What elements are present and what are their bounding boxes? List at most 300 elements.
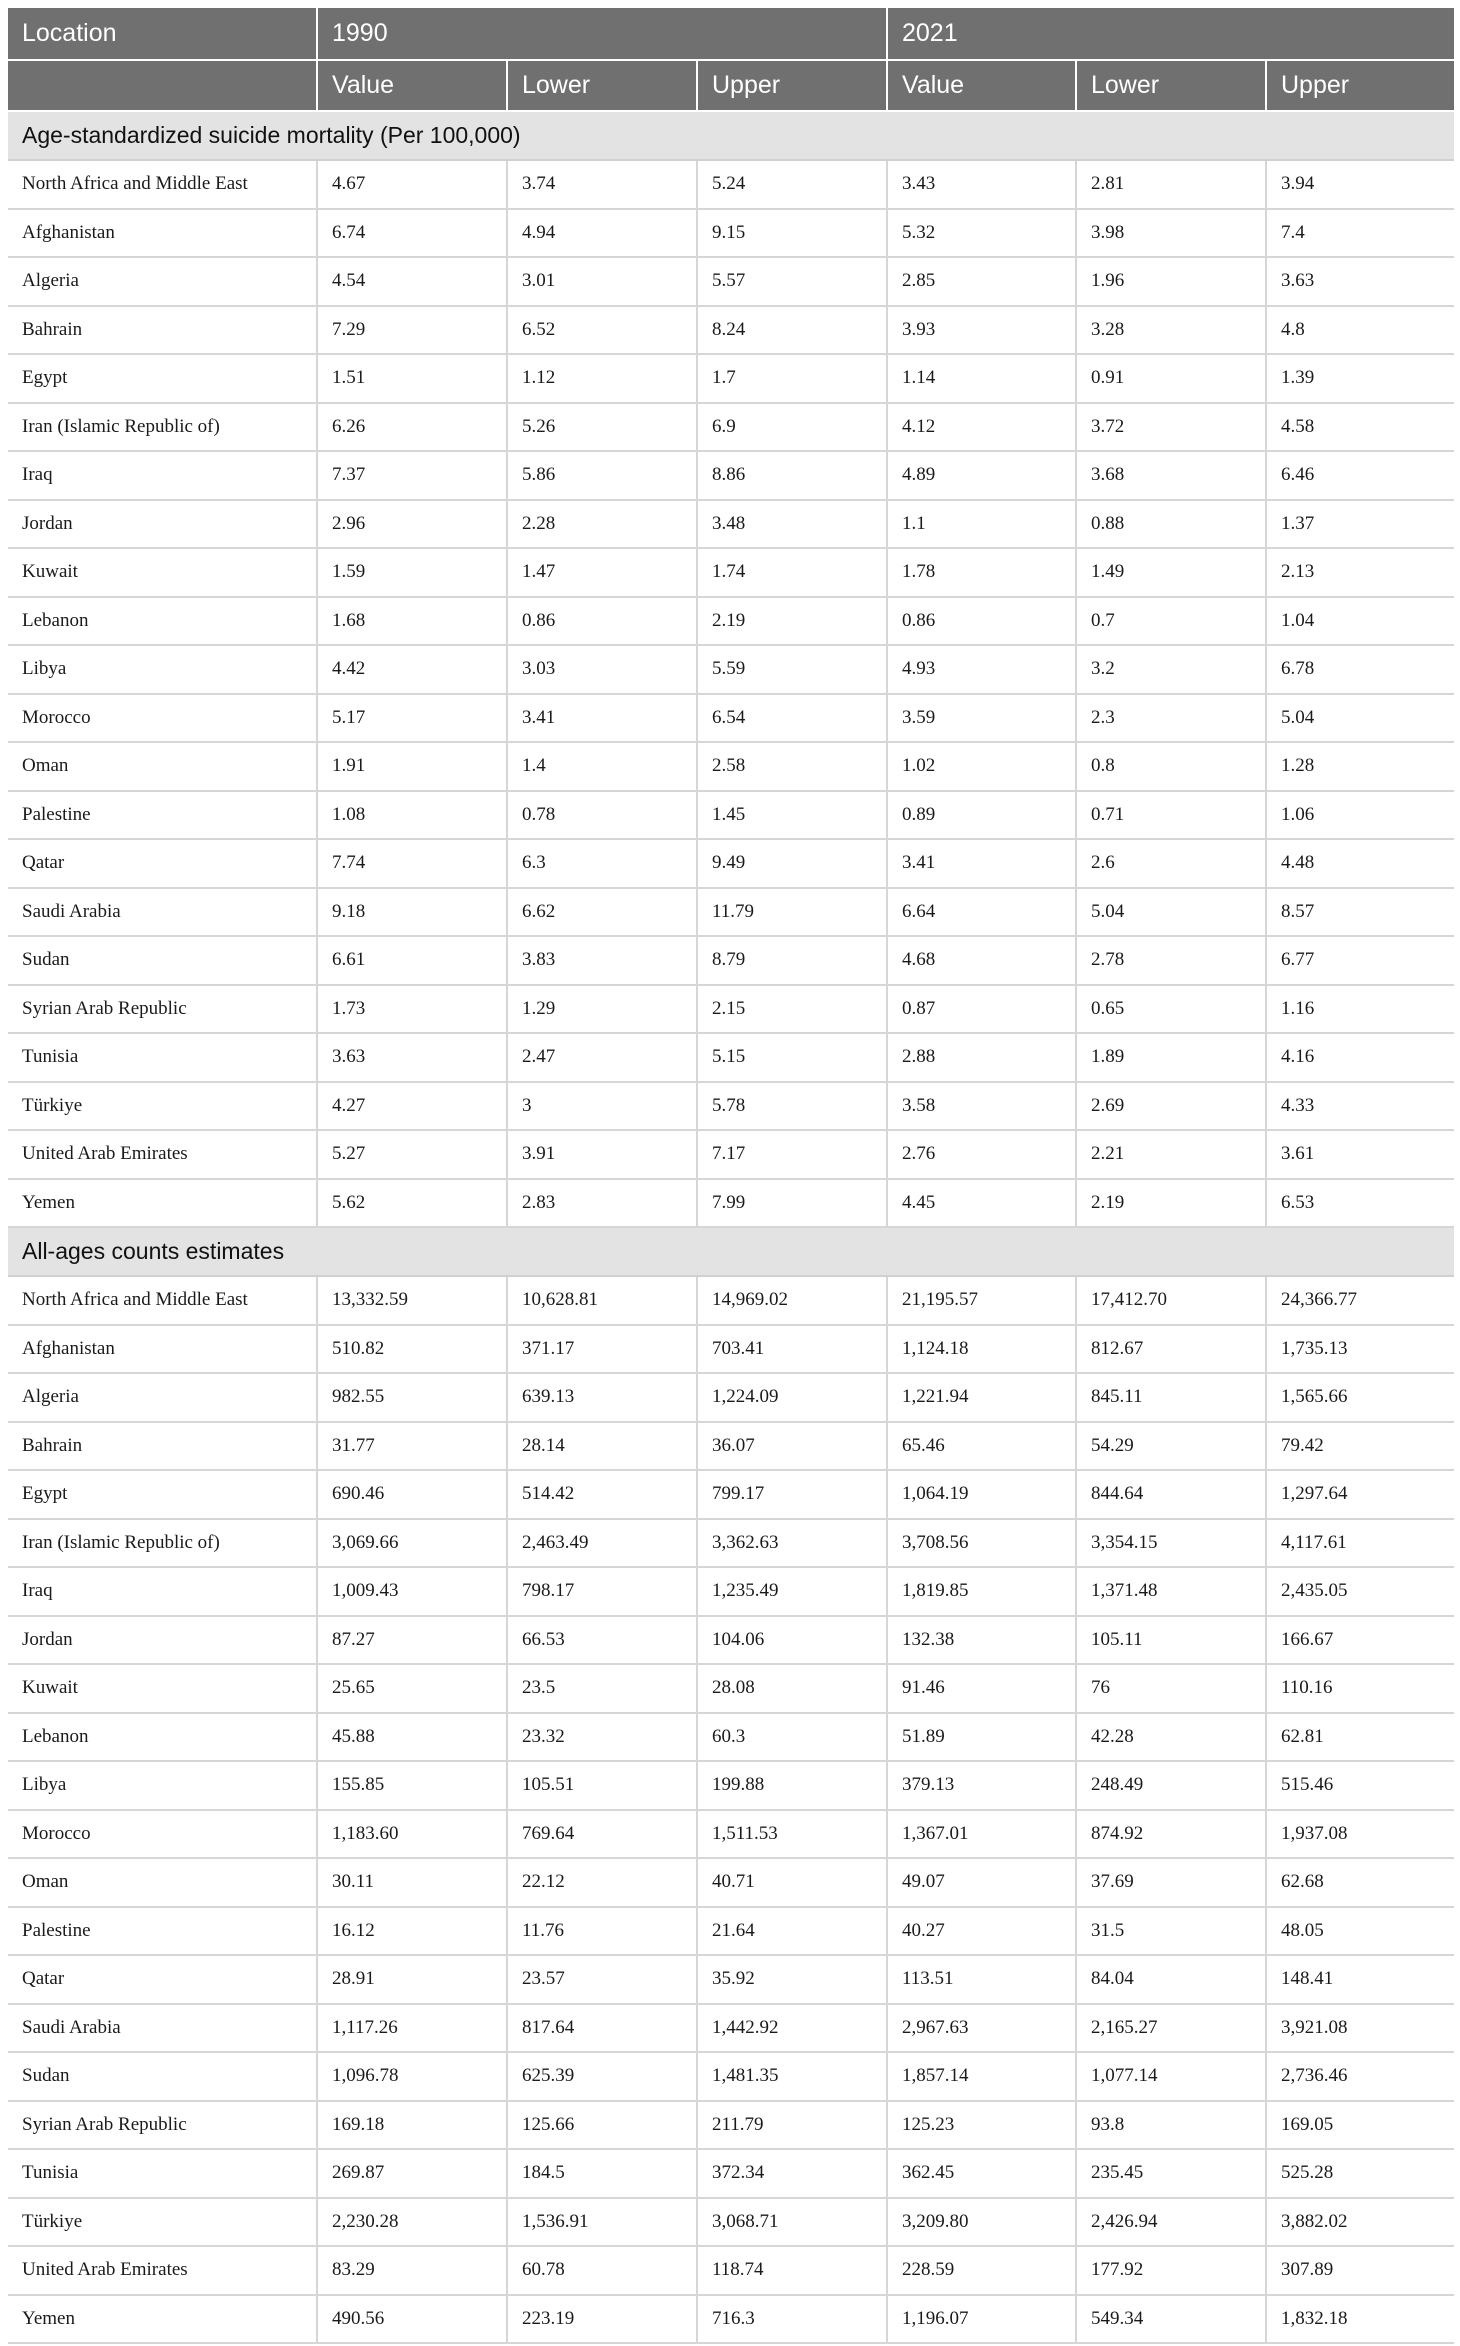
lower-2021-cell: 0.8 — [1076, 742, 1266, 791]
location-cell: Oman — [8, 742, 317, 791]
lower-1990-cell: 11.76 — [507, 1907, 697, 1956]
upper-1990-cell: 60.3 — [697, 1713, 887, 1762]
location-cell: Jordan — [8, 1616, 317, 1665]
upper-1990-cell: 5.15 — [697, 1033, 887, 1082]
table-row — [8, 1955, 1454, 2004]
upper-2021-cell: 1.39 — [1266, 354, 1454, 403]
table-row — [8, 1761, 1454, 1810]
location-cell: Egypt — [8, 354, 317, 403]
value-1990-cell: 2,230.28 — [317, 2198, 507, 2247]
location-cell: Saudi Arabia — [8, 2004, 317, 2053]
table-row — [8, 1713, 1454, 1762]
table-row — [8, 936, 1454, 985]
table-row — [8, 500, 1454, 549]
value-1990-cell: 4.54 — [317, 257, 507, 306]
upper-2021-cell: 6.78 — [1266, 645, 1454, 694]
value-2021-cell: 0.86 — [887, 597, 1076, 646]
table-row — [8, 2052, 1454, 2101]
lower-2021-cell: 844.64 — [1076, 1470, 1266, 1519]
lower-2021-cell: 1.96 — [1076, 257, 1266, 306]
upper-1990-cell: 1,481.35 — [697, 2052, 887, 2101]
location-cell: Afghanistan — [8, 209, 317, 258]
lower-2021-cell: 549.34 — [1076, 2295, 1266, 2344]
lower-1990-cell: 1.12 — [507, 354, 697, 403]
lower-1990-cell: 60.78 — [507, 2246, 697, 2295]
location-cell: Palestine — [8, 791, 317, 840]
header-location-blank — [8, 60, 317, 111]
upper-2021-cell: 4.58 — [1266, 403, 1454, 452]
value-1990-cell: 155.85 — [317, 1761, 507, 1810]
table-row — [8, 1033, 1454, 1082]
upper-2021-cell: 5.04 — [1266, 694, 1454, 743]
lower-2021-cell: 0.88 — [1076, 500, 1266, 549]
table-row — [8, 1470, 1454, 1519]
location-cell: Lebanon — [8, 1713, 317, 1762]
value-2021-cell: 51.89 — [887, 1713, 1076, 1762]
lower-1990-cell: 3.03 — [507, 645, 697, 694]
lower-1990-cell: 5.26 — [507, 403, 697, 452]
location-cell: United Arab Emirates — [8, 2246, 317, 2295]
table-row — [8, 2295, 1454, 2344]
value-2021-cell: 1,367.01 — [887, 1810, 1076, 1859]
upper-1990-cell: 28.08 — [697, 1664, 887, 1713]
location-cell: Kuwait — [8, 1664, 317, 1713]
value-2021-cell: 6.64 — [887, 888, 1076, 937]
location-cell: Türkiye — [8, 1082, 317, 1131]
lower-1990-cell: 2.28 — [507, 500, 697, 549]
table-row — [8, 1810, 1454, 1859]
upper-1990-cell: 36.07 — [697, 1422, 887, 1471]
value-2021-cell: 0.87 — [887, 985, 1076, 1034]
upper-2021-cell: 307.89 — [1266, 2246, 1454, 2295]
location-cell: Lebanon — [8, 597, 317, 646]
location-cell: Algeria — [8, 1373, 317, 1422]
upper-2021-cell: 1,937.08 — [1266, 1810, 1454, 1859]
location-cell: Saudi Arabia — [8, 888, 317, 937]
lower-1990-cell: 3.74 — [507, 160, 697, 209]
location-cell: Bahrain — [8, 1422, 317, 1471]
value-2021-cell: 2.88 — [887, 1033, 1076, 1082]
upper-2021-cell: 1,565.66 — [1266, 1373, 1454, 1422]
section-header-row — [8, 111, 1454, 160]
lower-2021-cell: 3.68 — [1076, 451, 1266, 500]
value-1990-cell: 982.55 — [317, 1373, 507, 1422]
lower-2021-cell: 1,371.48 — [1076, 1567, 1266, 1616]
location-cell: Qatar — [8, 1955, 317, 2004]
upper-1990-cell: 6.9 — [697, 403, 887, 452]
table-row — [8, 2149, 1454, 2198]
lower-1990-cell: 2.83 — [507, 1179, 697, 1228]
value-1990-cell: 1.73 — [317, 985, 507, 1034]
location-cell: Iran (Islamic Republic of) — [8, 403, 317, 452]
upper-1990-cell: 7.99 — [697, 1179, 887, 1228]
value-1990-cell: 6.26 — [317, 403, 507, 452]
upper-2021-cell: 6.46 — [1266, 451, 1454, 500]
value-2021-cell: 362.45 — [887, 2149, 1076, 2198]
upper-2021-cell: 62.68 — [1266, 1858, 1454, 1907]
upper-2021-cell: 4.8 — [1266, 306, 1454, 355]
value-2021-cell: 4.12 — [887, 403, 1076, 452]
lower-1990-cell: 223.19 — [507, 2295, 697, 2344]
location-cell: Iran (Islamic Republic of) — [8, 1519, 317, 1568]
lower-1990-cell: 10,628.81 — [507, 1276, 697, 1325]
value-1990-cell: 31.77 — [317, 1422, 507, 1471]
value-2021-cell: 1.1 — [887, 500, 1076, 549]
value-1990-cell: 4.67 — [317, 160, 507, 209]
lower-2021-cell: 2.69 — [1076, 1082, 1266, 1131]
lower-2021-cell: 1,077.14 — [1076, 2052, 1266, 2101]
lower-1990-cell: 514.42 — [507, 1470, 697, 1519]
lower-2021-cell: 2.81 — [1076, 160, 1266, 209]
value-1990-cell: 25.65 — [317, 1664, 507, 1713]
table-row — [8, 597, 1454, 646]
value-2021-cell: 379.13 — [887, 1761, 1076, 1810]
lower-1990-cell: 5.86 — [507, 451, 697, 500]
value-1990-cell: 1.68 — [317, 597, 507, 646]
lower-2021-cell: 3.28 — [1076, 306, 1266, 355]
lower-1990-cell: 2.47 — [507, 1033, 697, 1082]
value-2021-cell: 21,195.57 — [887, 1276, 1076, 1325]
value-1990-cell: 7.74 — [317, 839, 507, 888]
location-cell: Yemen — [8, 2295, 317, 2344]
upper-2021-cell: 2,435.05 — [1266, 1567, 1454, 1616]
value-1990-cell: 2.96 — [317, 500, 507, 549]
table-row — [8, 1373, 1454, 1422]
value-1990-cell: 690.46 — [317, 1470, 507, 1519]
header-location: Location — [8, 8, 317, 60]
lower-2021-cell: 0.7 — [1076, 597, 1266, 646]
upper-2021-cell: 79.42 — [1266, 1422, 1454, 1471]
table-row — [8, 1422, 1454, 1471]
upper-2021-cell: 3.61 — [1266, 1130, 1454, 1179]
location-cell: North Africa and Middle East — [8, 1276, 317, 1325]
upper-1990-cell: 5.78 — [697, 1082, 887, 1131]
value-2021-cell: 132.38 — [887, 1616, 1076, 1665]
upper-2021-cell: 2,736.46 — [1266, 2052, 1454, 2101]
upper-2021-cell: 3.94 — [1266, 160, 1454, 209]
upper-2021-cell: 148.41 — [1266, 1955, 1454, 2004]
table-row — [8, 985, 1454, 1034]
upper-2021-cell: 8.57 — [1266, 888, 1454, 937]
upper-1990-cell: 1.7 — [697, 354, 887, 403]
location-cell: Morocco — [8, 1810, 317, 1859]
upper-1990-cell: 372.34 — [697, 2149, 887, 2198]
value-2021-cell: 1,064.19 — [887, 1470, 1076, 1519]
location-cell: Tunisia — [8, 1033, 317, 1082]
table-row — [8, 548, 1454, 597]
table-row — [8, 1616, 1454, 1665]
upper-2021-cell: 2.13 — [1266, 548, 1454, 597]
upper-1990-cell: 8.79 — [697, 936, 887, 985]
lower-1990-cell: 3.91 — [507, 1130, 697, 1179]
table-row — [8, 694, 1454, 743]
upper-2021-cell: 3,921.08 — [1266, 2004, 1454, 2053]
table-row — [8, 451, 1454, 500]
lower-2021-cell: 1.89 — [1076, 1033, 1266, 1082]
lower-1990-cell: 1.29 — [507, 985, 697, 1034]
lower-2021-cell: 2,426.94 — [1076, 2198, 1266, 2247]
upper-2021-cell: 4.48 — [1266, 839, 1454, 888]
lower-1990-cell: 639.13 — [507, 1373, 697, 1422]
value-2021-cell: 49.07 — [887, 1858, 1076, 1907]
lower-2021-cell: 0.91 — [1076, 354, 1266, 403]
upper-1990-cell: 21.64 — [697, 1907, 887, 1956]
value-2021-cell: 1.14 — [887, 354, 1076, 403]
lower-2021-cell: 54.29 — [1076, 1422, 1266, 1471]
table-header — [8, 8, 1454, 111]
value-1990-cell: 4.27 — [317, 1082, 507, 1131]
value-1990-cell: 7.37 — [317, 451, 507, 500]
upper-2021-cell: 525.28 — [1266, 2149, 1454, 2198]
lower-1990-cell: 4.94 — [507, 209, 697, 258]
lower-2021-cell: 2.3 — [1076, 694, 1266, 743]
value-1990-cell: 5.17 — [317, 694, 507, 743]
header-2021-upper: Upper — [1266, 60, 1454, 111]
lower-2021-cell: 248.49 — [1076, 1761, 1266, 1810]
location-cell: Yemen — [8, 1179, 317, 1228]
upper-2021-cell: 4.16 — [1266, 1033, 1454, 1082]
upper-1990-cell: 8.86 — [697, 451, 887, 500]
value-1990-cell: 1.08 — [317, 791, 507, 840]
upper-1990-cell: 3,362.63 — [697, 1519, 887, 1568]
lower-1990-cell: 0.86 — [507, 597, 697, 646]
value-2021-cell: 65.46 — [887, 1422, 1076, 1471]
value-1990-cell: 16.12 — [317, 1907, 507, 1956]
value-1990-cell: 3.63 — [317, 1033, 507, 1082]
lower-1990-cell: 2,463.49 — [507, 1519, 697, 1568]
value-2021-cell: 125.23 — [887, 2101, 1076, 2150]
upper-1990-cell: 716.3 — [697, 2295, 887, 2344]
value-1990-cell: 6.74 — [317, 209, 507, 258]
upper-1990-cell: 35.92 — [697, 1955, 887, 2004]
value-1990-cell: 45.88 — [317, 1713, 507, 1762]
value-1990-cell: 30.11 — [317, 1858, 507, 1907]
lower-2021-cell: 31.5 — [1076, 1907, 1266, 1956]
location-cell: Sudan — [8, 2052, 317, 2101]
upper-2021-cell: 6.53 — [1266, 1179, 1454, 1228]
location-cell: Palestine — [8, 1907, 317, 1956]
value-1990-cell: 269.87 — [317, 2149, 507, 2198]
location-cell: Tunisia — [8, 2149, 317, 2198]
table-row — [8, 160, 1454, 209]
table-row — [8, 888, 1454, 937]
table-row — [8, 2198, 1454, 2247]
upper-2021-cell: 1,297.64 — [1266, 1470, 1454, 1519]
upper-2021-cell: 62.81 — [1266, 1713, 1454, 1762]
header-year-1990: 1990 — [317, 8, 887, 60]
lower-1990-cell: 6.62 — [507, 888, 697, 937]
value-1990-cell: 1.51 — [317, 354, 507, 403]
value-2021-cell: 3.58 — [887, 1082, 1076, 1131]
upper-1990-cell: 1,235.49 — [697, 1567, 887, 1616]
value-2021-cell: 4.45 — [887, 1179, 1076, 1228]
lower-1990-cell: 3.83 — [507, 936, 697, 985]
value-2021-cell: 1,196.07 — [887, 2295, 1076, 2344]
value-2021-cell: 4.68 — [887, 936, 1076, 985]
lower-2021-cell: 3.98 — [1076, 209, 1266, 258]
location-cell: Afghanistan — [8, 1325, 317, 1374]
upper-1990-cell: 9.49 — [697, 839, 887, 888]
upper-1990-cell: 11.79 — [697, 888, 887, 937]
header-1990-upper: Upper — [697, 60, 887, 111]
value-2021-cell: 1,819.85 — [887, 1567, 1076, 1616]
lower-2021-cell: 2.21 — [1076, 1130, 1266, 1179]
upper-2021-cell: 1,735.13 — [1266, 1325, 1454, 1374]
location-cell: Morocco — [8, 694, 317, 743]
value-2021-cell: 4.89 — [887, 451, 1076, 500]
value-2021-cell: 2.76 — [887, 1130, 1076, 1179]
lower-1990-cell: 23.32 — [507, 1713, 697, 1762]
upper-1990-cell: 40.71 — [697, 1858, 887, 1907]
upper-2021-cell: 7.4 — [1266, 209, 1454, 258]
value-2021-cell: 5.32 — [887, 209, 1076, 258]
value-1990-cell: 13,332.59 — [317, 1276, 507, 1325]
lower-2021-cell: 3,354.15 — [1076, 1519, 1266, 1568]
lower-2021-cell: 93.8 — [1076, 2101, 1266, 2150]
location-cell: Algeria — [8, 257, 317, 306]
upper-2021-cell: 1,832.18 — [1266, 2295, 1454, 2344]
upper-2021-cell: 4.33 — [1266, 1082, 1454, 1131]
location-cell: Sudan — [8, 936, 317, 985]
value-2021-cell: 1,857.14 — [887, 2052, 1076, 2101]
value-1990-cell: 1,117.26 — [317, 2004, 507, 2053]
value-1990-cell: 5.27 — [317, 1130, 507, 1179]
lower-2021-cell: 177.92 — [1076, 2246, 1266, 2295]
value-1990-cell: 7.29 — [317, 306, 507, 355]
value-1990-cell: 1,009.43 — [317, 1567, 507, 1616]
header-1990-lower: Lower — [507, 60, 697, 111]
lower-2021-cell: 812.67 — [1076, 1325, 1266, 1374]
table-row — [8, 1179, 1454, 1228]
location-cell: Kuwait — [8, 548, 317, 597]
table-row — [8, 1276, 1454, 1325]
location-cell: Syrian Arab Republic — [8, 985, 317, 1034]
value-2021-cell: 3.93 — [887, 306, 1076, 355]
upper-1990-cell: 5.59 — [697, 645, 887, 694]
upper-1990-cell: 2.15 — [697, 985, 887, 1034]
location-cell: Libya — [8, 645, 317, 694]
upper-1990-cell: 3,068.71 — [697, 2198, 887, 2247]
table-row — [8, 1130, 1454, 1179]
upper-1990-cell: 1,442.92 — [697, 2004, 887, 2053]
lower-1990-cell: 23.5 — [507, 1664, 697, 1713]
upper-1990-cell: 5.24 — [697, 160, 887, 209]
lower-2021-cell: 37.69 — [1076, 1858, 1266, 1907]
lower-1990-cell: 184.5 — [507, 2149, 697, 2198]
upper-2021-cell: 169.05 — [1266, 2101, 1454, 2150]
value-1990-cell: 1,183.60 — [317, 1810, 507, 1859]
upper-2021-cell: 24,366.77 — [1266, 1276, 1454, 1325]
value-1990-cell: 1.59 — [317, 548, 507, 597]
table-row — [8, 645, 1454, 694]
lower-2021-cell: 235.45 — [1076, 2149, 1266, 2198]
value-1990-cell: 9.18 — [317, 888, 507, 937]
lower-2021-cell: 17,412.70 — [1076, 1276, 1266, 1325]
value-1990-cell: 169.18 — [317, 2101, 507, 2150]
upper-1990-cell: 8.24 — [697, 306, 887, 355]
location-cell: Iraq — [8, 451, 317, 500]
upper-2021-cell: 1.28 — [1266, 742, 1454, 791]
upper-2021-cell: 1.16 — [1266, 985, 1454, 1034]
upper-1990-cell: 6.54 — [697, 694, 887, 743]
table-row — [8, 1858, 1454, 1907]
table-row — [8, 354, 1454, 403]
lower-1990-cell: 371.17 — [507, 1325, 697, 1374]
upper-2021-cell: 48.05 — [1266, 1907, 1454, 1956]
value-1990-cell: 510.82 — [317, 1325, 507, 1374]
lower-1990-cell: 6.52 — [507, 306, 697, 355]
lower-2021-cell: 0.71 — [1076, 791, 1266, 840]
lower-2021-cell: 845.11 — [1076, 1373, 1266, 1422]
lower-2021-cell: 84.04 — [1076, 1955, 1266, 2004]
value-2021-cell: 3.43 — [887, 160, 1076, 209]
lower-2021-cell: 5.04 — [1076, 888, 1266, 937]
upper-1990-cell: 7.17 — [697, 1130, 887, 1179]
value-2021-cell: 113.51 — [887, 1955, 1076, 2004]
value-2021-cell: 1,221.94 — [887, 1373, 1076, 1422]
table-row — [8, 1664, 1454, 1713]
lower-1990-cell: 66.53 — [507, 1616, 697, 1665]
upper-1990-cell: 1.74 — [697, 548, 887, 597]
lower-2021-cell: 1.49 — [1076, 548, 1266, 597]
upper-2021-cell: 166.67 — [1266, 1616, 1454, 1665]
lower-1990-cell: 1.4 — [507, 742, 697, 791]
lower-1990-cell: 125.66 — [507, 2101, 697, 2150]
upper-1990-cell: 3.48 — [697, 500, 887, 549]
table-row — [8, 839, 1454, 888]
value-2021-cell: 3,209.80 — [887, 2198, 1076, 2247]
upper-1990-cell: 199.88 — [697, 1761, 887, 1810]
value-2021-cell: 2.85 — [887, 257, 1076, 306]
value-1990-cell: 87.27 — [317, 1616, 507, 1665]
upper-1990-cell: 1,511.53 — [697, 1810, 887, 1859]
table-row — [8, 2004, 1454, 2053]
location-cell: Libya — [8, 1761, 317, 1810]
table-row — [8, 1325, 1454, 1374]
table-row — [8, 1082, 1454, 1131]
lower-2021-cell: 2,165.27 — [1076, 2004, 1266, 2053]
value-1990-cell: 4.42 — [317, 645, 507, 694]
location-cell: North Africa and Middle East — [8, 160, 317, 209]
upper-2021-cell: 515.46 — [1266, 1761, 1454, 1810]
upper-2021-cell: 6.77 — [1266, 936, 1454, 985]
value-2021-cell: 3.59 — [887, 694, 1076, 743]
value-2021-cell: 1.78 — [887, 548, 1076, 597]
value-1990-cell: 490.56 — [317, 2295, 507, 2344]
upper-1990-cell: 118.74 — [697, 2246, 887, 2295]
lower-1990-cell: 22.12 — [507, 1858, 697, 1907]
location-cell: Egypt — [8, 1470, 317, 1519]
upper-1990-cell: 1.45 — [697, 791, 887, 840]
lower-1990-cell: 23.57 — [507, 1955, 697, 2004]
value-1990-cell: 1,096.78 — [317, 2052, 507, 2101]
lower-2021-cell: 0.65 — [1076, 985, 1266, 1034]
table-row — [8, 209, 1454, 258]
lower-1990-cell: 769.64 — [507, 1810, 697, 1859]
data-table-container — [8, 8, 1454, 2344]
table-row — [8, 1519, 1454, 1568]
value-2021-cell: 91.46 — [887, 1664, 1076, 1713]
lower-1990-cell: 1,536.91 — [507, 2198, 697, 2247]
suicide-mortality-table — [8, 8, 1454, 2344]
lower-1990-cell: 105.51 — [507, 1761, 697, 1810]
upper-2021-cell: 1.37 — [1266, 500, 1454, 549]
table-row — [8, 403, 1454, 452]
section-title: Age-standardized suicide mortality (Per 100,000) — [8, 111, 1454, 160]
location-cell: United Arab Emirates — [8, 1130, 317, 1179]
location-cell: Syrian Arab Republic — [8, 2101, 317, 2150]
upper-2021-cell: 4,117.61 — [1266, 1519, 1454, 1568]
